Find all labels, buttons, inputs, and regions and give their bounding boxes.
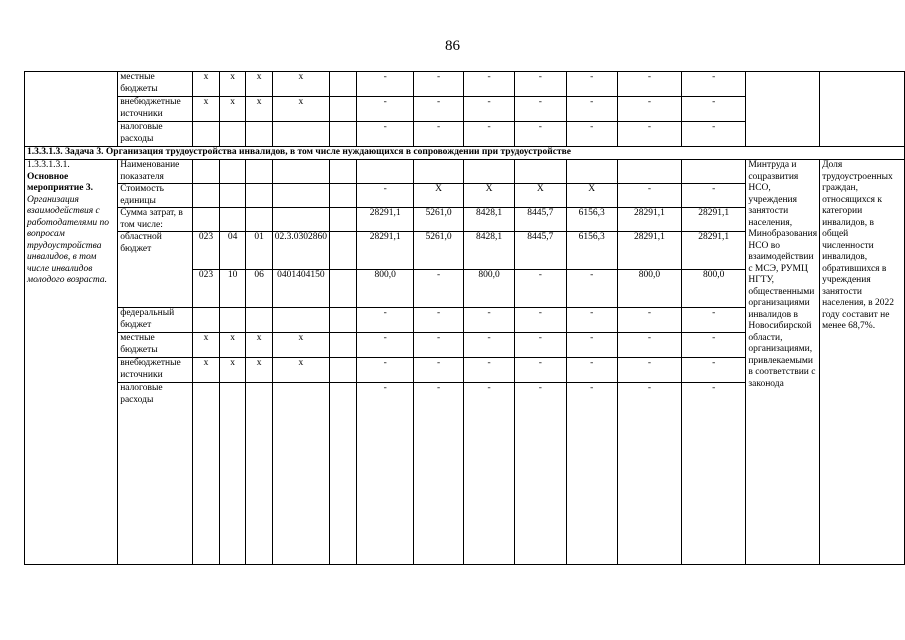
- value-cell: -: [566, 270, 617, 308]
- row-label: внебюджетные источники: [118, 97, 193, 122]
- value-cell: -: [515, 97, 566, 122]
- code-cell: [219, 160, 245, 184]
- value-cell: -: [566, 358, 617, 383]
- value-cell: -: [357, 358, 414, 383]
- value-cell: 800,0: [463, 270, 514, 308]
- table-row: [25, 147, 905, 160]
- code-cell: [192, 160, 219, 184]
- value-cell: -: [682, 97, 746, 122]
- code-cell: 02.3.0302860: [272, 232, 329, 270]
- code-cell: [192, 184, 219, 208]
- value-cell: -: [617, 72, 681, 97]
- code-cell: [219, 184, 245, 208]
- code-cell: [246, 208, 272, 232]
- value-cell: -: [414, 308, 464, 333]
- code-cell: [246, 122, 272, 147]
- value-cell: X: [515, 184, 566, 208]
- value-cell: -: [414, 97, 464, 122]
- value-cell: -: [463, 97, 514, 122]
- executor-cell: Минтруда и соцразвития НСО, учреждения занятости населения, Минобразования НСО во взаимодействии с МСЭ, РУМЦ НГТУ, общественными организациями инвалидов в Новосибирской области, организациями, привлекаемыми в соответствии с законода: [746, 160, 820, 565]
- code-cell: x: [192, 72, 219, 97]
- value-cell: -: [566, 122, 617, 147]
- table-row: [25, 160, 905, 184]
- value-cell: 6156,3: [566, 208, 617, 232]
- empty-cell: [330, 232, 357, 270]
- code-cell: x: [246, 97, 272, 122]
- value-cell: 28291,1: [617, 232, 681, 270]
- value-cell: X: [414, 184, 464, 208]
- value-cell: -: [463, 358, 514, 383]
- table-row: [25, 72, 905, 97]
- value-cell: 28291,1: [682, 208, 746, 232]
- value-cell: -: [617, 97, 681, 122]
- value-cell: -: [617, 308, 681, 333]
- value-cell: -: [515, 333, 566, 358]
- code-cell: x: [219, 72, 245, 97]
- empty-cell: [330, 72, 357, 97]
- code-cell: 0401404150: [272, 270, 329, 308]
- value-cell: X: [463, 184, 514, 208]
- row-label: Стоимость единицы: [118, 184, 193, 208]
- page-number: 86: [445, 38, 460, 54]
- code-cell: [219, 122, 245, 147]
- value-cell: -: [617, 358, 681, 383]
- code-cell: [272, 122, 329, 147]
- value-cell: -: [566, 97, 617, 122]
- value-cell: [682, 160, 746, 184]
- code-cell: x: [272, 97, 329, 122]
- value-cell: -: [617, 122, 681, 147]
- result-cell: Доля трудоустроенных граждан, относящихся к категории инвалидов, в общей численности инвалидов, обратившихся в учреждения занятости населения, в 2022 году составит не менее 68,7%.: [820, 160, 905, 565]
- empty-cell: [330, 184, 357, 208]
- measure-cell: [25, 160, 118, 565]
- code-cell: x: [219, 97, 245, 122]
- empty-cell: [330, 333, 357, 358]
- code-cell: [246, 308, 272, 333]
- code-cell: [272, 308, 329, 333]
- code-cell: [192, 208, 219, 232]
- empty-cell: [330, 358, 357, 383]
- empty-cell: [330, 97, 357, 122]
- value-cell: 5261,0: [414, 232, 464, 270]
- row-label: федеральный бюджет: [118, 308, 193, 333]
- budget-table: [24, 71, 905, 565]
- value-cell: 28291,1: [357, 232, 414, 270]
- code-cell: [272, 208, 329, 232]
- empty-cell: [330, 208, 357, 232]
- value-cell: X: [566, 184, 617, 208]
- measure-description: Организация взаимодействия с работодателями по вопросам трудоустройства инвалидов, в том числе инвалидов молодого возраста.: [27, 194, 110, 285]
- value-cell: [414, 160, 464, 184]
- value-cell: -: [682, 184, 746, 208]
- value-cell: -: [682, 383, 746, 565]
- empty-cell: [746, 72, 820, 147]
- code-cell: x: [246, 72, 272, 97]
- code-cell: [192, 383, 219, 565]
- row-label: Наименование показателя: [118, 160, 193, 184]
- value-cell: 8445,7: [515, 232, 566, 270]
- code-cell: [219, 208, 245, 232]
- value-cell: -: [357, 122, 414, 147]
- code-cell: [272, 184, 329, 208]
- value-cell: -: [414, 383, 464, 565]
- value-cell: -: [463, 383, 514, 565]
- value-cell: -: [682, 72, 746, 97]
- value-cell: -: [414, 72, 464, 97]
- code-cell: [272, 160, 329, 184]
- value-cell: -: [617, 383, 681, 565]
- code-cell: x: [219, 358, 245, 383]
- code-cell: 01: [246, 232, 272, 270]
- value-cell: 8428,1: [463, 208, 514, 232]
- value-cell: -: [682, 358, 746, 383]
- value-cell: -: [414, 270, 464, 308]
- value-cell: -: [617, 333, 681, 358]
- code-cell: 023: [192, 232, 219, 270]
- value-cell: -: [515, 358, 566, 383]
- value-cell: 800,0: [357, 270, 414, 308]
- code-cell: 04: [219, 232, 245, 270]
- code-cell: [272, 383, 329, 565]
- row-label: Сумма затрат, в том числе:: [118, 208, 193, 232]
- value-cell: -: [414, 122, 464, 147]
- code-cell: x: [272, 358, 329, 383]
- value-cell: [463, 160, 514, 184]
- value-cell: 6156,3: [566, 232, 617, 270]
- code-cell: x: [192, 333, 219, 358]
- value-cell: -: [463, 72, 514, 97]
- code-cell: 06: [246, 270, 272, 308]
- code-cell: [192, 122, 219, 147]
- code-cell: [246, 383, 272, 565]
- row-label: местные бюджеты: [118, 72, 193, 97]
- value-cell: -: [357, 383, 414, 565]
- code-cell: x: [272, 72, 329, 97]
- value-cell: -: [414, 358, 464, 383]
- value-cell: -: [357, 72, 414, 97]
- code-cell: [246, 184, 272, 208]
- value-cell: 5261,0: [414, 208, 464, 232]
- value-cell: [357, 160, 414, 184]
- code-cell: x: [246, 333, 272, 358]
- value-cell: -: [414, 333, 464, 358]
- row-label: налоговые расходы: [118, 383, 193, 565]
- measure-title: Основное мероприятие 3.: [27, 171, 93, 193]
- value-cell: 28291,1: [682, 232, 746, 270]
- value-cell: 28291,1: [617, 208, 681, 232]
- value-cell: [566, 160, 617, 184]
- code-cell: [219, 383, 245, 565]
- value-cell: [515, 160, 566, 184]
- empty-cell: [330, 160, 357, 184]
- row-label: налоговые расходы: [118, 122, 193, 147]
- value-cell: -: [566, 383, 617, 565]
- code-cell: x: [219, 333, 245, 358]
- value-cell: -: [682, 333, 746, 358]
- row-label: внебюджетные источники: [118, 358, 193, 383]
- value-cell: 8428,1: [463, 232, 514, 270]
- code-cell: x: [272, 333, 329, 358]
- value-cell: -: [357, 97, 414, 122]
- value-cell: -: [463, 333, 514, 358]
- value-cell: -: [515, 72, 566, 97]
- value-cell: 800,0: [682, 270, 746, 308]
- value-cell: 800,0: [617, 270, 681, 308]
- value-cell: 28291,1: [357, 208, 414, 232]
- code-cell: x: [192, 97, 219, 122]
- empty-cell: [330, 308, 357, 333]
- value-cell: -: [682, 308, 746, 333]
- code-cell: 10: [219, 270, 245, 308]
- code-cell: 023: [192, 270, 219, 308]
- empty-cell: [820, 72, 905, 147]
- measure-code: 1.3.3.1.3.1.: [27, 160, 70, 170]
- empty-cell: [25, 72, 118, 147]
- code-cell: [192, 308, 219, 333]
- value-cell: -: [566, 333, 617, 358]
- value-cell: -: [357, 184, 414, 208]
- value-cell: -: [463, 122, 514, 147]
- value-cell: -: [566, 72, 617, 97]
- code-cell: x: [246, 358, 272, 383]
- value-cell: -: [682, 122, 746, 147]
- row-label: областной бюджет: [118, 232, 193, 308]
- empty-cell: [330, 270, 357, 308]
- value-cell: -: [515, 270, 566, 308]
- value-cell: -: [357, 308, 414, 333]
- code-cell: [219, 308, 245, 333]
- value-cell: -: [515, 122, 566, 147]
- empty-cell: [330, 383, 357, 565]
- code-cell: x: [192, 358, 219, 383]
- value-cell: -: [617, 184, 681, 208]
- value-cell: -: [463, 308, 514, 333]
- row-label: местные бюджеты: [118, 333, 193, 358]
- value-cell: 8445,7: [515, 208, 566, 232]
- code-cell: [246, 160, 272, 184]
- empty-cell: [330, 122, 357, 147]
- value-cell: -: [515, 383, 566, 565]
- task-title: 1.3.3.1.3. Задача 3. Организация трудоустройства инвалидов, в том числе нуждающихся в сопровождении при трудоустройстве: [25, 147, 905, 160]
- value-cell: -: [357, 333, 414, 358]
- value-cell: [617, 160, 681, 184]
- value-cell: -: [515, 308, 566, 333]
- value-cell: -: [566, 308, 617, 333]
